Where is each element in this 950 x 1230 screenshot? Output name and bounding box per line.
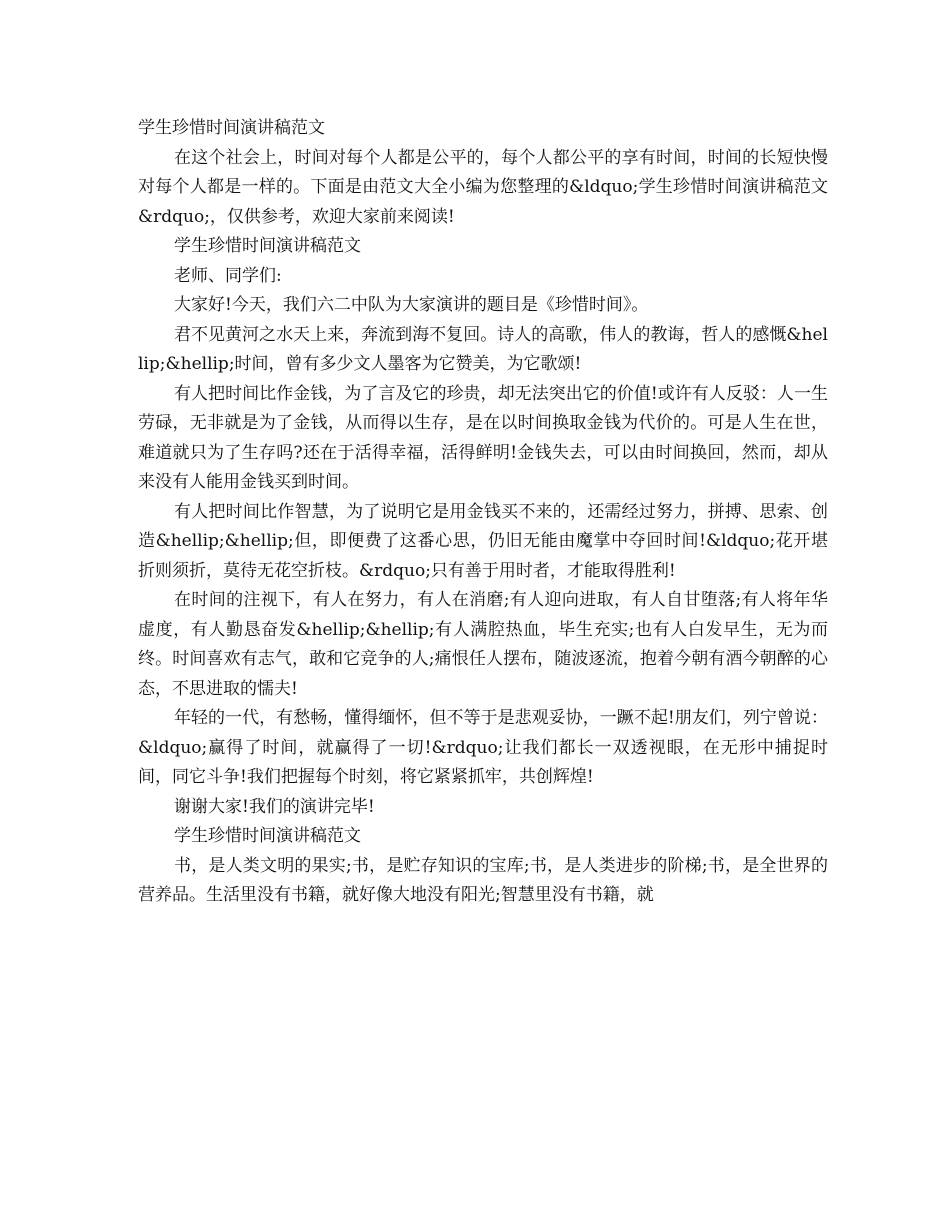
- paragraph-time-as-money: 有人把时间比作金钱，为了言及它的珍贵，却无法突出它的价值!或许有人反驳：人一生劳碌，无非就是为了金钱，从而得以生存，是在以时间换取金钱为代价的。可是人生在世，难道就只为了生存吗?还在于活得幸福，活得鲜明!金钱失去，可以由时间换回，然而，却从来没有人能用金钱买到时间。: [138, 383, 828, 492]
- paragraph-greeting: 大家好!今天，我们六二中队为大家演讲的题目是《珍惜时间》。: [174, 295, 649, 315]
- paragraph-section-title: 学生珍惜时间演讲稿范文: [174, 236, 361, 256]
- paragraph-yellow-river: 君不见黄河之水天上来，奔流到海不复回。诗人的高歌，伟人的教诲，哲人的感慨&hellip;&hellip;时间，曾有多少文人墨客为它赞美，为它歌颂!: [138, 324, 828, 374]
- paragraph-salutation: 老师、同学们:: [174, 265, 282, 286]
- paragraph-thanks: 谢谢大家!我们的演讲完毕!: [174, 796, 375, 817]
- paragraph-intro: 在这个社会上，时间对每个人都是公平的，每个人都公平的享有时间，时间的长短快慢对每个人都是一样的。下面是由范文大全小编为您整理的&ldquo;学生珍惜时间演讲稿范文&rdquo;，仅供参考，欢迎大家前来阅读!: [138, 147, 828, 227]
- paragraph-young-generation: 年轻的一代，有愁畅，懂得缅怀，但不等于是悲观妥协，一蹶不起!朋友们，列宁曾说：&ldquo;赢得了时间，就赢得了一切!&rdquo;让我们都长一双透视眼，在无形中捕捉时间，同它斗争!我们把握每个时刻，将它紧紧抓牢，共创辉煌!: [138, 708, 828, 787]
- document-page: [138, 114, 828, 911]
- paragraph-books: 书，是人类文明的果实;书，是贮存知识的宝库;书，是人类进步的阶梯;书，是全世界的营养品。生活里没有书籍，就好像大地没有阳光;智慧里没有书籍，就: [138, 855, 828, 905]
- document-title: 学生珍惜时间演讲稿范文: [138, 118, 325, 138]
- paragraph-section-title-2: 学生珍惜时间演讲稿范文: [174, 826, 361, 846]
- paragraph-time-as-wisdom: 有人把时间比作智慧，为了说明它是用金钱买不来的，还需经过努力，拼搏、思索、创造&hellip;&hellip;但，即便费了这番心思，仍旧无能由魔掌中夺回时间!&ldquo;花开堪折则须折，莫待无花空折枝。&rdquo;只有善于用时者，才能取得胜利!: [138, 501, 828, 581]
- paragraph-gaze-of-time: 在时间的注视下，有人在努力，有人在消磨;有人迎向进取，有人自甘堕落;有人将年华虚度，有人勤恳奋发&hellip;&hellip;有人满腔热血，毕生充实;也有人白发早生，无为而终。时间喜欢有志气，敢和它竞争的人;痛恨任人摆布，随波逐流，抱着今朝有酒今朝醉的心态，不思进取的懦夫!: [138, 590, 828, 699]
